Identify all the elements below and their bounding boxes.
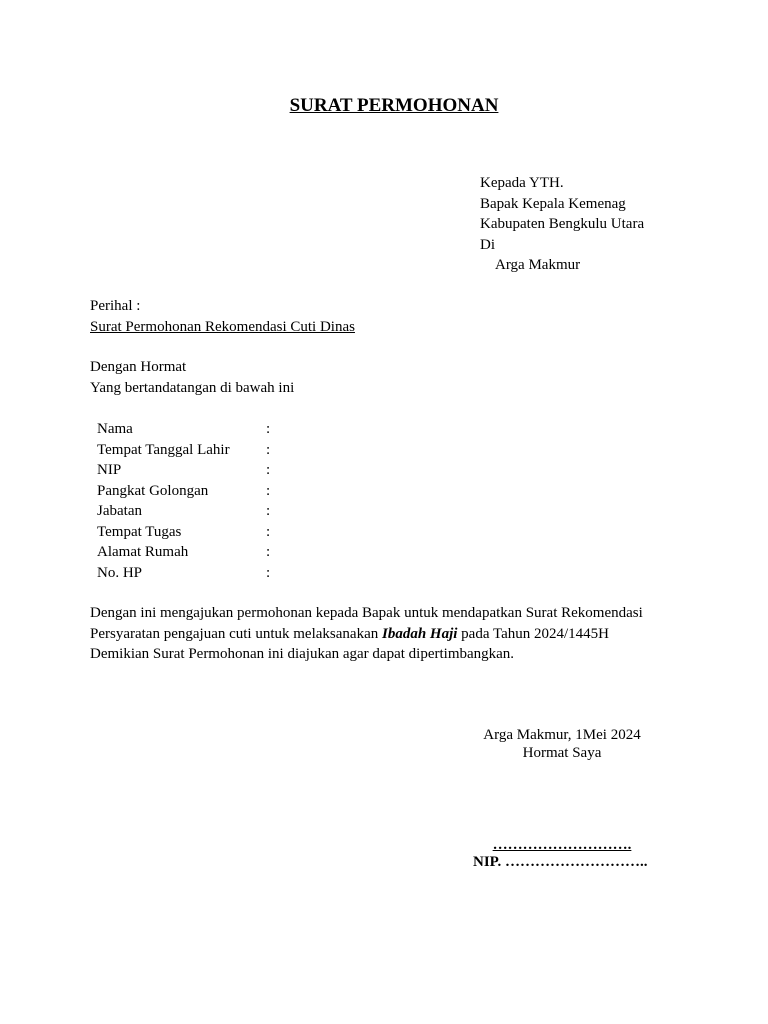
field-colon: : (266, 544, 271, 560)
signature-nip (473, 852, 647, 872)
body-text-prefix: Persyaratan pengajuan cuti untuk melaksanakan (90, 625, 382, 642)
field-label: Alamat Rumah (97, 544, 189, 560)
recipient-line: Arga Makmur (495, 257, 581, 273)
field-row (97, 522, 397, 543)
place-date: Arga Makmur, 1Mei 2024 (483, 727, 641, 743)
field-label: Jabatan (97, 503, 142, 519)
field-label: NIP (97, 462, 122, 478)
nip-placeholder: . ……………………….. (497, 854, 648, 870)
field-row (97, 481, 397, 502)
nip-label: NIP (473, 854, 498, 870)
field-label: Tempat Tanggal Lahir (97, 441, 230, 458)
recipient-line: Kabupaten Bengkulu Utara (480, 216, 645, 232)
field-row (97, 563, 397, 584)
signature-name-placeholder: ………………………. (492, 837, 632, 853)
field-label: Tempat Tugas (97, 523, 182, 540)
body-text-suffix: pada Tahun 2024/1445H (457, 625, 609, 642)
document-title: SURAT PERMOHONAN (289, 95, 499, 116)
greeting-line: Yang bertandatangan di bawah ini (90, 379, 295, 396)
field-colon: : (266, 482, 271, 499)
body-paragraph (90, 603, 643, 665)
field-colon: : (266, 564, 271, 581)
body-line: Dengan ini mengajukan permohonan kepada Bapak untuk mendapatkan Surat Rekomendasi (90, 605, 643, 621)
field-label: Nama (97, 421, 133, 437)
field-colon: : (266, 462, 271, 478)
field-label: Pangkat Golongan (97, 482, 209, 499)
recipient-line: Kepada YTH. (480, 175, 564, 191)
regards-text: Hormat Saya (522, 745, 602, 761)
recipient-block (480, 173, 644, 276)
subject-block (90, 296, 355, 337)
emphasis-text: Ibadah Haji (381, 625, 458, 642)
recipient-line: Di (480, 236, 495, 253)
subject-text: Surat Permohonan Rekomendasi Cuti Dinas (90, 318, 355, 335)
field-colon: : (266, 503, 271, 519)
field-colon: : (266, 523, 271, 540)
field-row (97, 501, 397, 522)
body-line (90, 624, 643, 645)
field-row (97, 419, 397, 440)
greeting-line: Dengan Hormat (90, 359, 187, 375)
field-row (97, 440, 397, 461)
field-colon: : (266, 441, 271, 458)
recipient-line: Bapak Kepala Kemenag (480, 195, 626, 212)
field-label: No. HP (97, 564, 143, 581)
field-colon: : (266, 421, 271, 437)
closing-block (462, 726, 662, 762)
subject-label: Perihal : (90, 298, 141, 314)
greeting-block (90, 357, 294, 398)
body-line: Demikian Surat Permohonan ini diajukan agar dapat dipertimbangkan. (90, 646, 515, 663)
applicant-fields (97, 419, 397, 583)
field-row (97, 542, 397, 563)
field-row (97, 460, 397, 481)
